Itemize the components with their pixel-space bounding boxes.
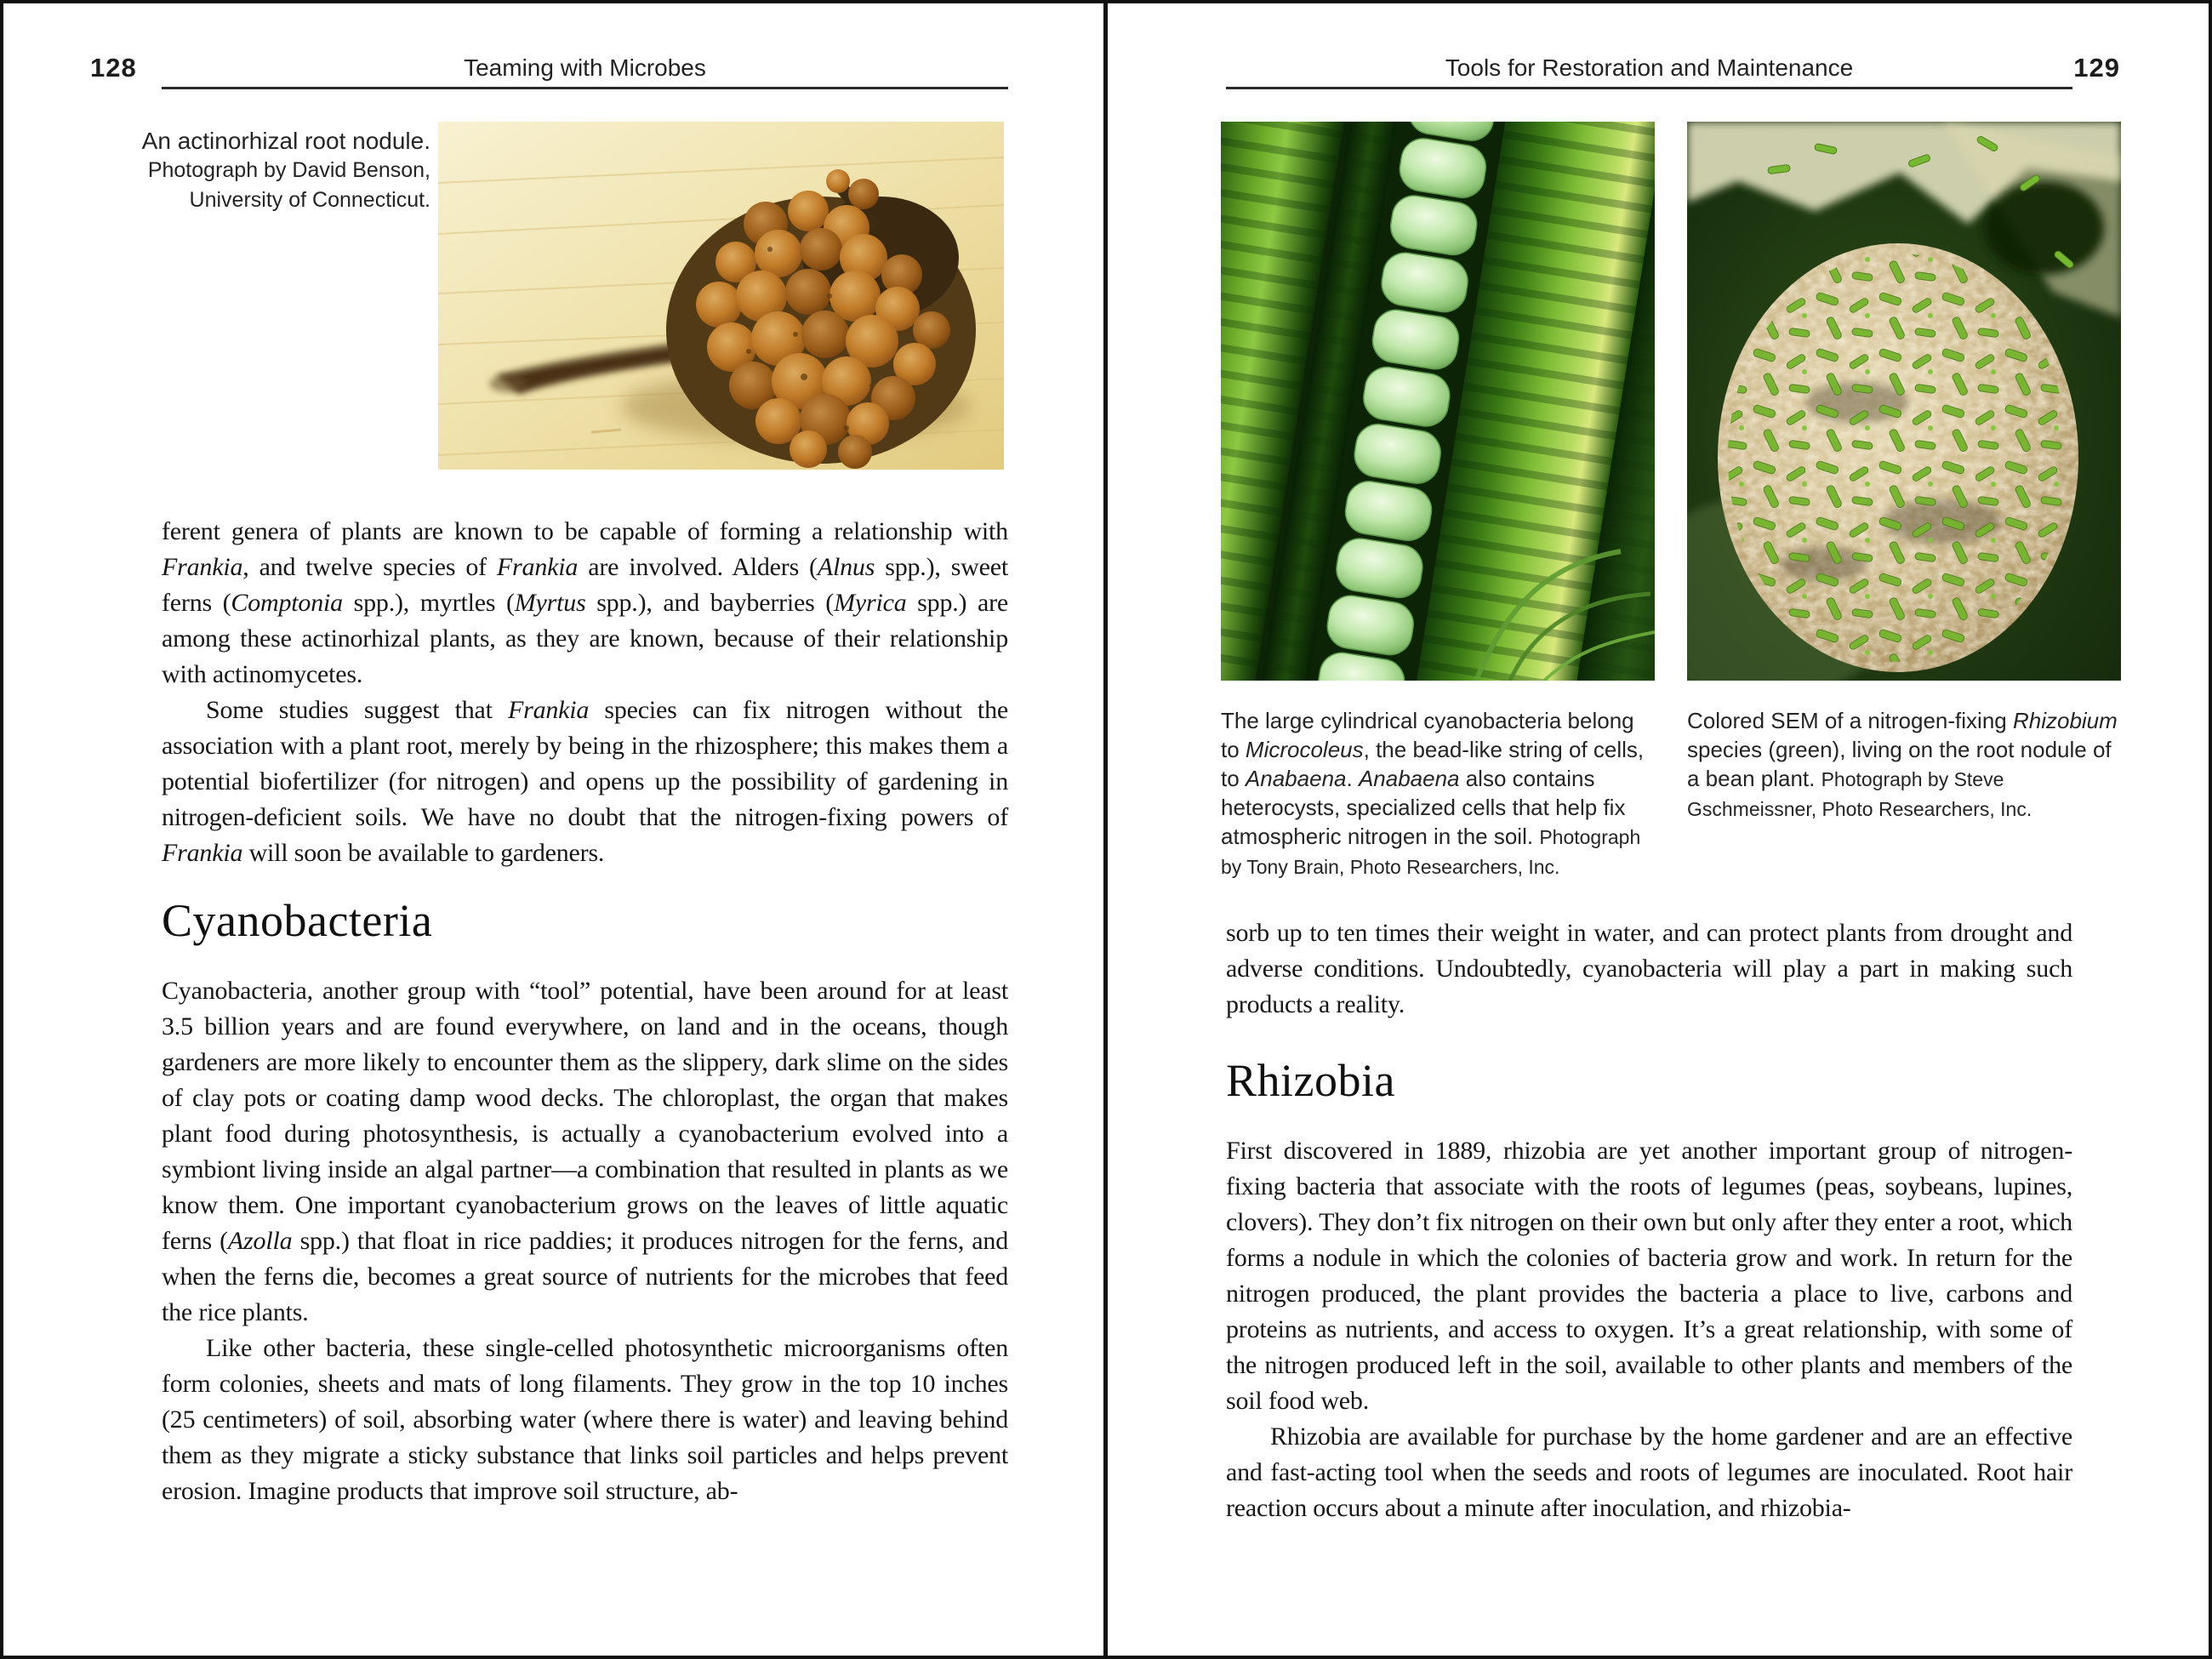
page-number-right: 129 xyxy=(2073,53,2120,83)
rhizobium-sem-photo xyxy=(1687,122,2121,681)
caption-credit-line: University of Connecticut. xyxy=(189,188,430,212)
figure-caption-root-nodule xyxy=(128,126,430,215)
body-text-right-page xyxy=(1226,915,2072,1526)
root-nodule-photo xyxy=(438,122,1004,470)
section-heading-rhizobia: Rhizobia xyxy=(1226,1055,1395,1106)
header-rule-left xyxy=(162,87,1008,89)
rhizobium-sem-photo-art xyxy=(1687,122,2121,681)
page-number-left: 128 xyxy=(90,53,137,83)
paragraph: Cyanobacteria, another group with “tool” potential, have been around for at least 3.5 billion years and are found everywhere, on land and in the oceans, though gardeners are more likely to encounter them as the slippery, dark slime on the sides of clay pots or coating damp wood decks. The chloroplast, the organ that makes plant food during photosynthesis, is actually a cyanobacterium evolved into a symbiont living inside an algal partner—a combination that resulted in plants as we know them. One important cyanobacterium grows on the leaves of little aquatic ferns (Azolla spp.) that float in rice paddies; it produces nitrogen for the ferns, and when the ferns die, becomes a great source of nutrients for the microbes that feed the rice plants. xyxy=(162,977,1009,1326)
running-head-left: Teaming with Microbes xyxy=(464,54,706,81)
paragraph: ferent genera of plants are known to be capable of forming a relationship with Frankia, and twelve species of Frankia are involved. Alders (Alnus spp.), sweet ferns (Comptonia spp.), myrtles (Myrtus spp.), and bayberries (Myrica spp.) are among these actinorhizal plants, as they are known, because of their relationship with actinomycetes. xyxy=(162,517,1009,688)
page-gutter-divider xyxy=(1103,0,1108,1659)
paragraph: First discovered in 1889, rhizobia are yet another important group of nitrogen-fixing bacteria that associate with the roots of legumes (peas, soybeans, lupines, clovers). They don’t fix nitrogen on their own but only after they enter a root, which forms a nodule in which the colonies of bacteria grow and work. In return for the nitrogen produced, the plant provides the bacteria a place to live, carbons and proteins as nutrients, and access to oxygen. It’s a great relationship, with some of the nitrogen produced left in the soil, available to other plants and members of the soil food web. xyxy=(1226,1137,2072,1415)
paragraph: sorb up to ten times their weight in water, and can protect plants from drought and adverse conditions. Undoubtedly, cyanobacteria will play a part in making such products a reality. xyxy=(1226,919,2072,1018)
paragraph: Like other bacteria, these single-celled photosynthetic microorganisms often form colonies, sheets and mats of long filaments. They grow in the top 10 inches (25 centimeters) of soil, absorbing water (where there is water) and leaving behind them as they migrate a sticky substance that links soil particles and helps prevent erosion. Imagine products that improve soil structure, ab- xyxy=(162,1334,1008,1505)
root-nodule-photo-art xyxy=(438,122,1004,470)
body-text-left-page xyxy=(162,514,1008,1509)
paragraph: Rhizobia are available for purchase by the home gardener and are an effective and fast-acting tool when the seeds and roots of legumes are inoculated. Root hair reaction occurs about a minute after inoculation, and rhizobia- xyxy=(1226,1422,2072,1522)
caption-line: An actinorhizal root nodule. xyxy=(141,128,430,154)
paragraph: Some studies suggest that Frankia species can fix nitrogen without the association with a plant root, merely by being in the rhizosphere; this makes them a potential biofertilizer (for nitrogen) and opens up the possibility of gardening in nitrogen-deficient soils. We have no doubt that the nitrogen-fixing powers of Frankia will soon be available to gardeners. xyxy=(162,696,1008,867)
figure-caption-rhizobium-sem: Colored SEM of a nitrogen-fixing Rhizobium species (green), living on the root nodule of a bean plant. Photograph by Steve Gschmeissner, Photo Researchers, Inc. xyxy=(1687,708,2118,820)
caption-credit-line: Photograph by David Benson, xyxy=(147,158,430,182)
cyanobacteria-photo-art xyxy=(1221,122,1655,681)
header-rule-right xyxy=(1226,87,2072,89)
figure-caption-cyanobacteria: The large cylindrical cyanobacteria belong to Microcoleus, the bead-like string of cells, to Anabaena. Anabaena also contains heterocysts, specialized cells that help fix atmospheric nitrogen in the soil. Photograph by Tony Brain, Photo Researchers, Inc. xyxy=(1221,708,1645,878)
running-head-right: Tools for Restoration and Maintenance xyxy=(1445,54,1854,81)
cyanobacteria-photo xyxy=(1221,122,1655,681)
section-heading-cyanobacteria: Cyanobacteria xyxy=(162,895,433,946)
